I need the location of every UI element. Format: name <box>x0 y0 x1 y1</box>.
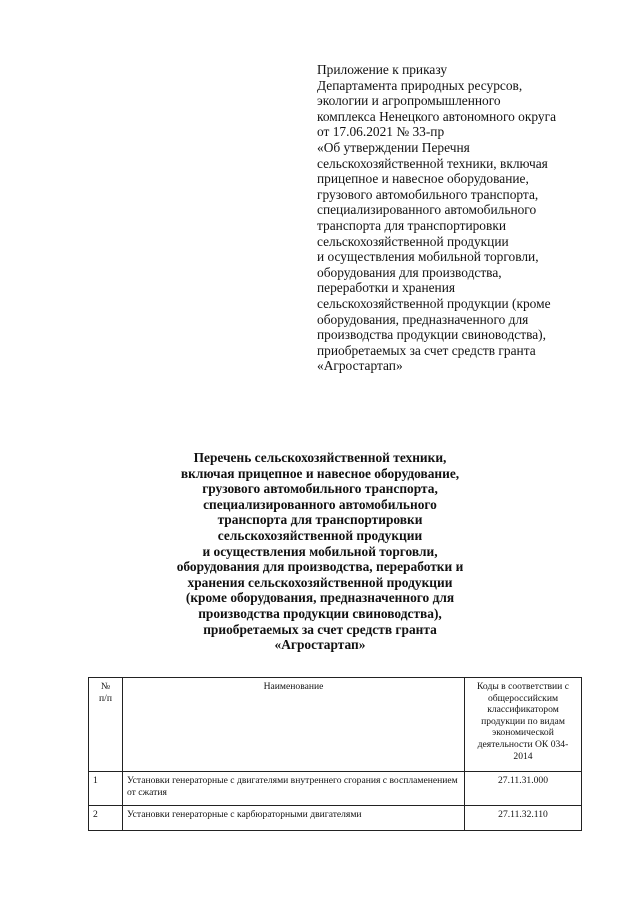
header-number: № п/п <box>89 678 123 772</box>
title-line: «Агростартап» <box>274 637 366 653</box>
appendix-line: сельскохозяйственной техники, включая <box>317 155 548 171</box>
appendix-line: производства продукции свиноводства), <box>317 327 546 343</box>
title-line: приобретаемых за счет средств гранта <box>203 621 437 637</box>
title-line: Перечень сельскохозяйственной техники, <box>193 450 447 465</box>
title-line: специализированного автомобильного <box>203 496 437 512</box>
row-number: 2 <box>89 806 123 831</box>
row-code: 27.11.32.110 <box>465 806 582 831</box>
appendix-line: сельскохозяйственной продукции (кроме <box>317 295 551 311</box>
appendix-line: Департамента природных ресурсов, <box>317 77 523 93</box>
appendix-block <box>317 62 617 374</box>
appendix-line: транспорта для транспортировки <box>317 217 506 233</box>
appendix-line: «Агростартап» <box>317 358 403 374</box>
appendix-line: оборудования для производства, <box>317 264 502 280</box>
row-code: 27.11.31.000 <box>465 772 582 806</box>
title-line: хранения сельскохозяйственной продукции <box>187 574 453 590</box>
appendix-line: специализированного автомобильного <box>317 202 537 218</box>
appendix-line: оборудования, предназначенного для <box>317 311 529 327</box>
appendix-line: сельскохозяйственной продукции <box>317 233 509 249</box>
table-row <box>89 806 582 831</box>
title-line: включая прицепное и навесное оборудование, <box>180 465 460 481</box>
table-header-row <box>89 678 582 772</box>
equipment-table <box>88 677 582 831</box>
appendix-line: Приложение к приказу <box>317 62 448 77</box>
appendix-line: грузового автомобильного транспорта, <box>317 186 539 202</box>
title-line: транспорта для транспортировки <box>217 512 423 528</box>
appendix-line: экологии и агропромышленного <box>317 93 501 109</box>
title-line: и осуществления мобильной торговли, <box>202 543 438 559</box>
title-line: сельскохозяйственной продукции <box>217 527 423 543</box>
row-number: 1 <box>89 772 123 806</box>
row-name: Установки генераторные с карбюраторными двигателями <box>123 806 465 831</box>
appendix-line: и осуществления мобильной торговли, <box>317 249 539 265</box>
appendix-line: приобретаемых за счет средств гранта <box>317 342 536 358</box>
title-line: оборудования для производства, переработки и <box>176 559 464 575</box>
title-line: грузового автомобильного транспорта, <box>202 481 438 497</box>
appendix-line: «Об утверждении Перечня <box>317 139 470 155</box>
appendix-line: прицепное и навесное оборудование, <box>317 171 529 187</box>
appendix-line: комплекса Ненецкого автономного округа <box>317 108 557 124</box>
header-code: Коды в соответствии с общероссийским классификатором продукции по видам экономической деятельности ОК 034-2014 <box>465 678 582 772</box>
title-line: производства продукции свиноводства), <box>198 605 442 621</box>
title-line: (кроме оборудования, предназначенного для <box>185 590 455 606</box>
header-name: Наименование <box>123 678 465 772</box>
appendix-line: переработки и хранения <box>317 280 456 296</box>
document-title <box>0 450 640 653</box>
row-name: Установки генераторные с двигателями внутреннего сгорания с воспламенением от сжатия <box>123 772 465 806</box>
table-row <box>89 772 582 806</box>
appendix-line: от 17.06.2021 № 33-пр <box>317 124 445 140</box>
